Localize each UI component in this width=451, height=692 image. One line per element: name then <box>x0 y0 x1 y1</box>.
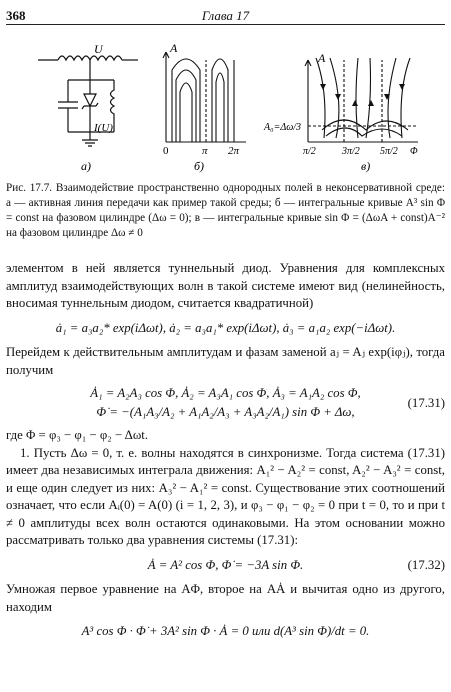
paragraph-4: 1. Пусть Δω = 0, т. е. волны находятся в синхронизме. Тогда система (17.31) имеет два независимых интеграла движения: A₁² − A₂² = const, A₂² − A₃² = const, и еще один следует из них: A₃² − A₁² = const. Существование этих соотношений означает, что если Aᵢ(0) = A(0) (i = 1, 2, 3), и φ₃ − φ₁ − φ₂ = 0 при t = 0, то и при t ≠ 0 амплитуды всех волн остаются одинаковыми. На этом основании можно рассматривать только два уравнения системы (17.31): <box>6 445 445 547</box>
panel-b-y-label: A <box>170 41 178 55</box>
inductor-top-right <box>90 56 122 60</box>
panel-v-arrows <box>320 84 405 106</box>
panel-b-plot <box>163 52 246 142</box>
panel-v-level-label: A₀=Δω/3 <box>264 122 302 133</box>
header-rule <box>6 24 445 25</box>
page-number: 368 <box>6 8 26 23</box>
panel-b-tick-pi: π <box>202 145 208 157</box>
panel-v-caption: в) <box>361 159 371 173</box>
equation-17-32 <box>6 557 445 575</box>
equation-number-17-31: (17.31) <box>407 396 445 410</box>
diode-icon <box>84 94 96 106</box>
panel-a-circuit <box>38 56 138 146</box>
equation-17-31-row2: Φ̇ = −(A₁A₃/A₂ + A₁A₂/A₃ + A₃A₂/A₁) sin Φ + Δω, <box>96 405 355 419</box>
panel-v-tick-3: 5π/2 <box>380 146 398 157</box>
panel-v-plot <box>305 58 418 142</box>
panel-v-y-axis <box>305 60 311 142</box>
curve-v3 <box>356 58 358 138</box>
capacitor-icon <box>58 102 78 108</box>
page-header <box>6 6 445 26</box>
panel-v-tick-2: 3π/2 <box>342 146 360 157</box>
paragraph-2: Перейдем к действительным амплитудам и фазам заменой aⱼ = Aⱼ exp(iφⱼ), тогда получим <box>6 345 445 377</box>
chapter-title: Глава 17 <box>201 8 250 23</box>
panel-v-x-label: Φ <box>410 146 418 157</box>
label-iu: I(U) <box>94 122 113 134</box>
curve-b2 <box>176 70 196 142</box>
panel-b-tick-2pi: 2π <box>228 145 240 157</box>
ground-icon <box>82 140 98 146</box>
panel-v-tick-1: π/2 <box>303 146 316 157</box>
panel-v-y-label: A <box>318 51 326 65</box>
panel-b-y-axis <box>163 52 169 142</box>
curve-b5 <box>216 73 224 142</box>
curve-b3 <box>180 83 192 142</box>
arrow-3 <box>352 100 358 106</box>
equation-17-31-row1: Ȧ₁ = A₂A₃ cos Φ, Ȧ₂ = A₃A₁ cos Φ, Ȧ₃ = A₁A₂ cos Φ, <box>90 386 361 400</box>
figure-caption: Рис. 17.7. Взаимодействие пространственно однородных полей в неконсервативной среде: а — активная линия передачи как пример такой среды; б — интегральные кривые A³ sin Φ = const на фазовом цилиндре (Δω = 0); в — интегральные кривые sin Φ = (ΔωA + const)A⁻² на фазовом цилиндре Δω ≠ 0 <box>6 182 445 239</box>
paragraph-1: элементом в ней является туннельный диод. Уравнения для комплексных амплитуд взаимодействующих волн в такой системе имеют вид (нелинейность, вносимая туннельным диодом, считается квадратичной) <box>6 261 445 310</box>
curve-v7 <box>322 120 408 130</box>
paragraph-3: где Φ = φ₃ − φ₁ − φ₂ − Δωt. <box>6 428 149 442</box>
equation-number-17-32: (17.32) <box>407 557 445 572</box>
body-text <box>6 260 445 648</box>
panel-b-caption: б) <box>194 159 205 173</box>
label-u: U <box>94 42 103 56</box>
equation-17-31 <box>6 385 445 423</box>
equation-amplitudes: ȧ₁ = a₃a₂* exp(iΔωt), ȧ₂ = a₃a₁* exp(iΔωt), ȧ₃ = a₁a₂ exp(−iΔωt). <box>55 320 396 335</box>
panel-a-caption: а) <box>81 159 91 173</box>
figure-17-7 <box>6 30 446 180</box>
equation-17-32-body: Ȧ = A² cos Φ, Φ̇ = −3A sin Φ. <box>147 557 304 572</box>
arrow-4 <box>368 100 374 106</box>
arrow-6 <box>399 84 405 90</box>
paragraph-5: Умножая первое уравнение на AΦ, второе на AȦ и вычитая одно из другого, находим <box>6 582 445 614</box>
panel-b-tick-0: 0 <box>163 145 169 157</box>
equation-integral: A³ cos Φ · Φ̇ + 3A² sin Φ · Ȧ = 0 или d(A³ sin Φ)/dt = 0. <box>81 624 370 638</box>
curve-b4 <box>212 59 228 142</box>
arrow-2 <box>335 94 341 100</box>
inductor-top-left <box>58 56 90 60</box>
arrow-1 <box>320 84 326 90</box>
